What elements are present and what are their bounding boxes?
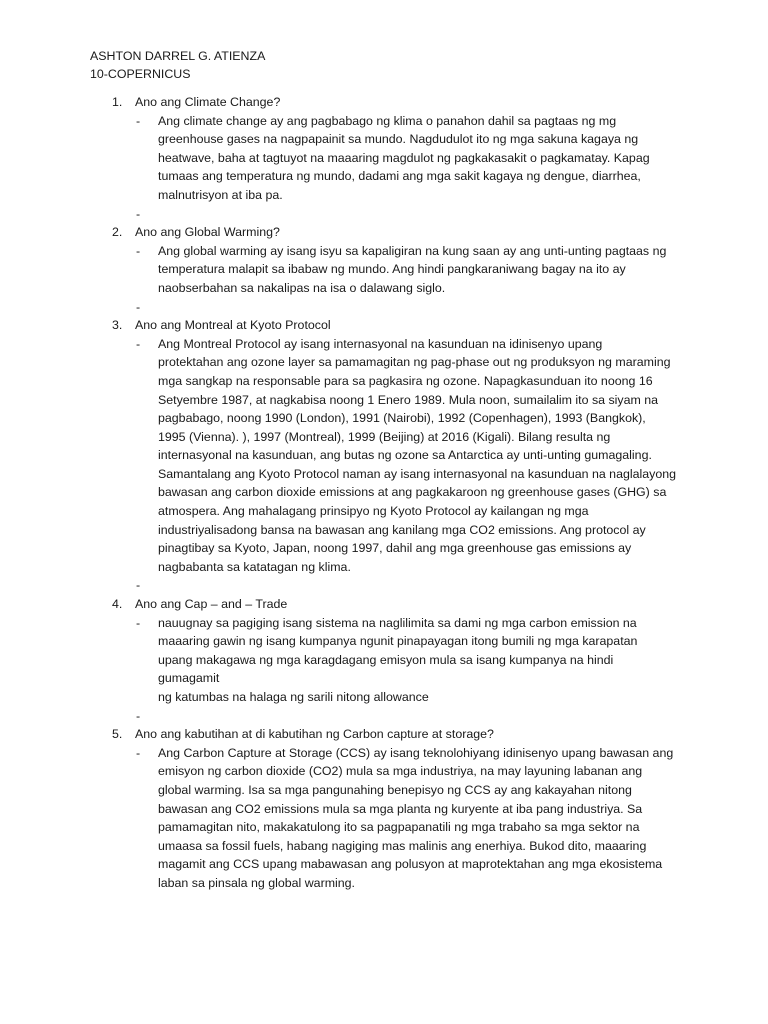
- answer-block: [136, 614, 678, 707]
- question-title: Ano ang kabutihan at di kabutihan ng Carbon capture at storage?: [135, 727, 494, 742]
- question-item: [90, 725, 690, 892]
- question-number: 1.: [112, 95, 123, 109]
- question-number: 4.: [112, 597, 123, 612]
- student-section: 10-COPERNICUS: [90, 67, 191, 81]
- answer-block: [136, 242, 678, 298]
- question-number: 3.: [112, 318, 123, 333]
- answer-block: [136, 744, 678, 893]
- question-number: 2.: [112, 225, 123, 240]
- answer-block: [136, 112, 678, 205]
- answer-text: nauugnay sa pagiging isang sistema na naglilimita sa dami ng mga carbon emission na maaaring gawin ng isang kumpanya ngunit pinapayagan itong bumili ng mga karapatan upang makagawa ng mga karagdagang emisyon mula sa isang kumpanya na hindi gumagamit ng katumbas na halaga ng sarili nitong allowance: [158, 615, 638, 704]
- question-list: [90, 93, 690, 893]
- separator-dash: -: [136, 299, 141, 314]
- answer-dash: -: [136, 113, 141, 128]
- answer-text: Ang Montreal Protocol ay isang internasyonal na kasunduan na idinisenyo upang protektahan ang ozone layer sa pamamagitan ng pag-phase out ng produksyon ng maraming mga sangkap na responsable para sa pagkasira ng ozone. Napagkasunduan ito noong 16 Setyembre 1987, at nagkabisa noong 1 Enero 1989. Mula noon, sumailalim ito sa siyam na pagbabago, noong 1990 (London), 1991 (Nairobi), 1992 (Copenhagen), 1993 (Bangkok), 1995 (Vienna). ), 1997 (Montreal), 1999 (Beijing) at 2016 (Kigali). Bilang resulta ng internasyonal na kasunduan, ang butas ng ozone sa Antarctica ay unti-unting gumagaling. Samantalang ang Kyoto Protocol naman ay isang internasyonal na kasunduan na naglalayong bawasan ang carbon dioxide emissions at ang pagkakaroon ng greenhouse gases (GHG) sa atmospera. Ang mahalagang prinsipyo ng Kyoto Protocol ay kailangan ng mga industriyalisadong bansa na bawasan ang kanilang mga CO2 emissions. Ang protocol ay pinagtibay sa Kyoto, Japan, noong 1997, dahil ang mga greenhouse gas emissions ay nagbabanta sa katatagan ng klima.: [158, 336, 677, 574]
- separator-dash: -: [136, 578, 141, 593]
- question-item: [90, 93, 690, 223]
- question-title: Ano ang Global Warming?: [135, 225, 280, 240]
- question-title: Ano ang Cap – and – Trade: [135, 597, 288, 612]
- question-title: Ano ang Climate Change?: [135, 95, 281, 109]
- question-number: 5.: [112, 727, 123, 742]
- student-name: ASHTON DARREL G. ATIENZA: [90, 49, 266, 63]
- answer-dash: -: [136, 615, 141, 630]
- answer-dash: -: [136, 336, 141, 351]
- answer-dash: -: [136, 243, 141, 258]
- answer-text: Ang Carbon Capture at Storage (CCS) ay isang teknolohiyang idinisenyo upang bawasan ang emisyon ng carbon dioxide (CO2) mula sa mga industriya, na may layuning labanan ang global warming. Isa sa mga pangunahing benepisyo ng CCS ay ang kakayahan nitong bawasan ang CO2 emissions mula sa mga planta ng kuryente at iba pang industriya. Sa pamamagitan nito, makakatulong ito sa pagpapanatili ng mga trabaho sa mga sektor na umaasa sa fossil fuels, habang nagiging mas malinis ang enerhiya. Bukod dito, maaaring magamit ang CCS upang mabawasan ang polusyon at maprotektahan ang mga ekosistema laban sa pinsala ng global warming.: [158, 745, 674, 890]
- answer-text: Ang climate change ay ang pagbabago ng klima o panahon dahil sa pagtaas ng mg greenhouse gases na nagpapainit sa mundo. Nagdudulot ito ng mga sakuna kagaya ng heatwave, baha at tagtuyot na maaaring magdulot ng pagkakasakit o pagkamatay. Kapag tumaas ang temperatura ng mundo, dadami ang mga sakit kagaya ng dengue, diarrhea, malnutrisyon at iba pa.: [158, 113, 650, 202]
- separator-dash: -: [136, 708, 141, 723]
- question-item: [90, 223, 690, 316]
- answer-block: [136, 335, 678, 577]
- question-item: [90, 595, 690, 725]
- document-header: [90, 47, 265, 83]
- question-item: [90, 316, 690, 595]
- answer-text: Ang global warming ay isang isyu sa kapaligiran na kung saan ay ang unti-unting pagtaas ng temperatura malapit sa ibabaw ng mundo. Ang hindi pangkaraniwang bagay na ito ay naobserbahan sa nakalipas na isa o dalawang siglo.: [158, 243, 667, 295]
- question-title: Ano ang Montreal at Kyoto Protocol: [135, 318, 331, 333]
- separator-dash: -: [136, 206, 141, 221]
- answer-dash: -: [136, 745, 141, 760]
